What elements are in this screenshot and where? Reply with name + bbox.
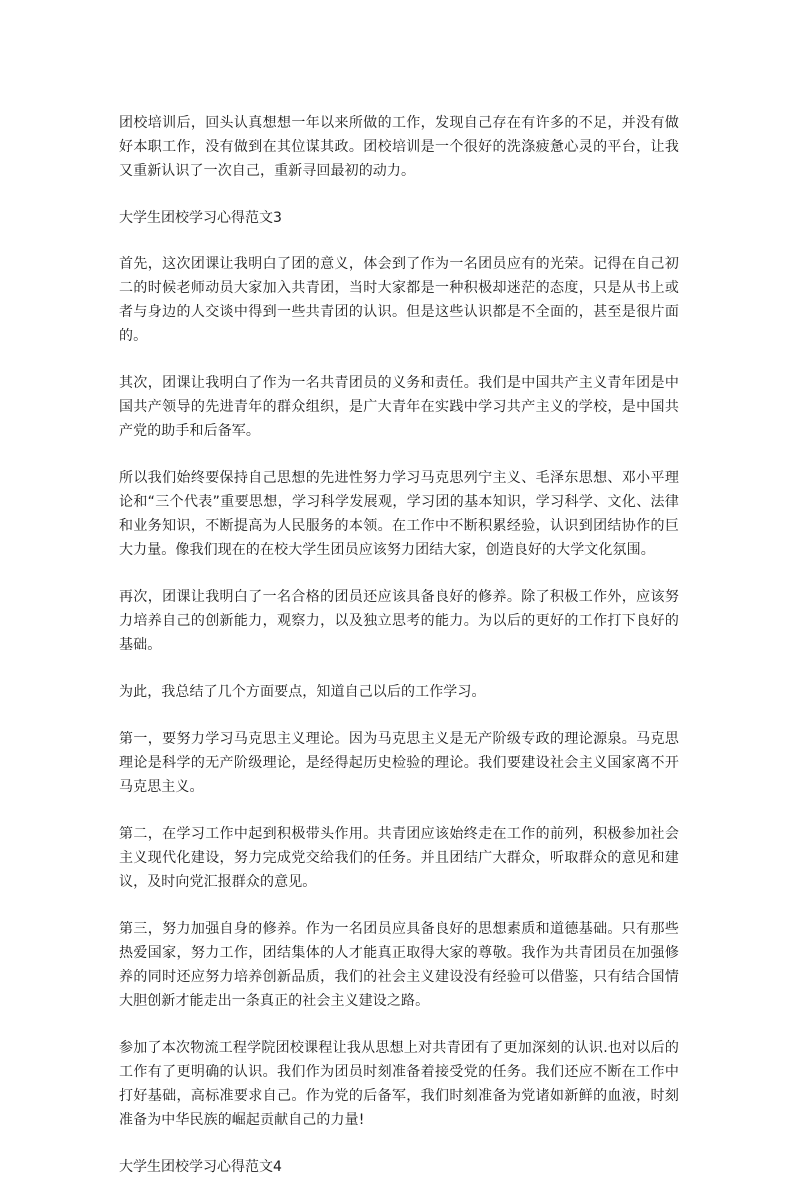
paragraph-7: 第二，在学习工作中起到积极带头作用。共青团应该始终走在工作的前列，积极参加社会主义现代化建设，努力完成党交给我们的任务。并且团结广大群众，听取群众的意见和建议，及时向党汇报群众的意见。	[119, 826, 679, 890]
paragraph-2: 其次，团课让我明白了作为一名共青团员的义务和责任。我们是中国共产主义青年团是中国共产领导的先进青年的群众组织，是广大青年在实践中学习共产主义的学校，是中国共产党的助手和后备军。	[119, 375, 679, 439]
paragraph-8: 第三，努力加强自身的修养。作为一名团员应具备良好的思想素质和道德基础。只有那些热爱国家，努力工作，团结集体的人才能真正取得大家的尊敬。我作为共青团员在加强修养的同时还应努力培养创新品质，我们的社会主义建设没有经验可以借鉴，只有结合国情大胆创新才能走出一条真正的社会主义建设之路。	[119, 921, 679, 1009]
paragraph-6: 第一，要努力学习马克思主义理论。因为马克思主义是无产阶级专政的理论源泉。马克思理论是科学的无产阶级理论，是经得起历史检验的理论。我们要建设社会主义国家离不开马克思主义。	[119, 731, 679, 795]
section-heading-4: 大学生团校学习心得范文4	[119, 1159, 282, 1175]
paragraph-1: 首先，这次团课让我明白了团的意义，体会到了作为一名团员应有的光荣。记得在自己初二的时候老师动员大家加入共青团，当时大家都是一种积极却迷茫的态度，只是从书上或者与身边的人交谈中得到一些共青团的认识。但是这些认识都是不全面的，甚至是很片面的。	[119, 256, 679, 344]
paragraph-3: 所以我们始终要保持自己思想的先进性努力学习马克思列宁主义、毛泽东思想、邓小平理论和“三个代表”重要思想，学习科学发展观，学习团的基本知识，学习科学、文化、法律和业务知识，不断提高为人民服务的本领。在工作中不断积累经验，认识到团结协作的巨大力量。像我们现在的在校大学生团员应该努力团结大家，创造良好的大学文化氛围。	[119, 470, 679, 558]
section-heading-3: 大学生团校学习心得范文3	[119, 210, 282, 226]
paragraph-intro: 团校培训后，回头认真想想一年以来所做的工作，发现自己存在有许多的不足，并没有做好本职工作，没有做到在其位谋其政。团校培训是一个很好的洗涤疲惫心灵的平台，让我又重新认识了一次自己，重新寻回最初的动力。	[119, 115, 679, 179]
paragraph-5: 为此，我总结了几个方面要点，知道自己以后的工作学习。	[119, 684, 486, 700]
document-page	[119, 111, 679, 1201]
paragraph-4: 再次，团课让我明白了一名合格的团员还应该具备良好的修养。除了积极工作外，应该努力培养自己的创新能力，观察力，以及独立思考的能力。为以后的更好的工作打下良好的基础。	[119, 589, 679, 653]
paragraph-9: 参加了本次物流工程学院团校课程让我从思想上对共青团有了更加深刻的认识.也对以后的工作有了更明确的认识。我们作为团员时刻准备着接受党的任务。我们还应不断在工作中打好基础，高标准要求自己。作为党的后备军，我们时刻准备为党诸如新鲜的血液，时刻准备为中华民族的崛起贡献自己的力量!	[119, 1040, 679, 1128]
